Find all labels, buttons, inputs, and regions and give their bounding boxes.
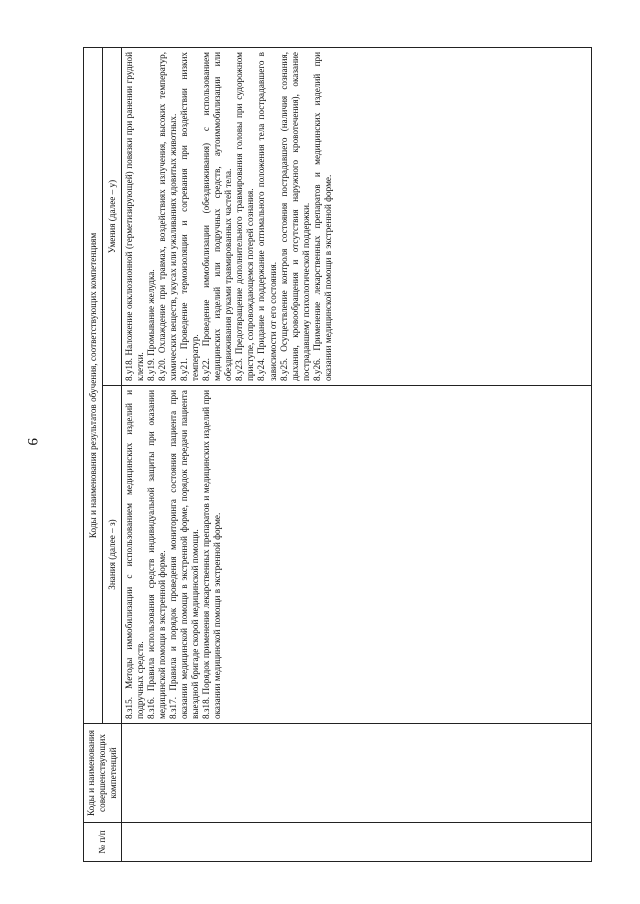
knowledge-item: 8.з15. Методы иммобилизации с использованием медицинских изделий и подручных средств. xyxy=(124,390,146,719)
knowledge-item: 8.з17. Правила и порядок проведения мониторинга состояния пациента при оказании медицинской помощи в экстренной форме, порядок передачи пациента выездной бригаде скорой медицинской помощи. xyxy=(168,390,201,719)
skills-cell xyxy=(122,48,592,386)
header-codes: Коды и наименования совершенствующих компетенций xyxy=(84,724,122,823)
rotated-table-area xyxy=(83,47,623,862)
header-results: Коды и наименования результатов обучения, соответствующих компетенциям xyxy=(84,48,103,724)
header-knowledge: Знания (далее – з) xyxy=(103,386,122,724)
knowledge-cell xyxy=(122,386,592,724)
skill-item: 8.у24. Придание и поддержание оптимального положения тела пострадавшего в зависимости от его состояния. xyxy=(256,52,278,381)
skill-item: 8.у20. Охлаждение при травмах, воздействиях излучения, высоких температур, химических веществ, укусах или ужаливаниях ядовитых животных. xyxy=(157,52,179,381)
competencies-table xyxy=(83,47,592,862)
header-skills: Умения (далее – у) xyxy=(103,48,122,386)
skill-item: 8.у19. Промывание желудка. xyxy=(146,269,157,381)
page-number: 9 xyxy=(24,438,40,446)
knowledge-item: 8.з16. Правила использования средств индивидуальной защиты при оказании медицинской помощи в экстренной форме. xyxy=(146,390,168,719)
skill-item: 8.у22. Проведение иммобилизации (обездвиживания) с использованием медицинских изделий или подручных средств, аутоиммобилизации или обездвиживания руками травмированных частей тела. xyxy=(201,52,234,381)
cell-number-empty xyxy=(122,823,592,862)
knowledge-item: 8.з18. Порядок применения лекарственных препаратов и медицинских изделий при оказании медицинской помощи в экстренной форме. xyxy=(201,390,223,719)
skill-item: 8.у25. Осуществление контроля состояния пострадавшего (наличия сознания, дыхания, кровообращения и отсутствия наружного кровотечения), оказание пострадавшему психологической поддержки. xyxy=(278,52,311,381)
skill-item: 8.у26. Применение лекарственных препаратов и медицинских изделий при оказании медицинской помощи в экстренной форме. xyxy=(311,52,333,381)
skill-item: 8.у18. Наложение окклюзионной (герметизирующей) повязки при ранении грудной клетки. xyxy=(124,52,146,381)
header-number: № п/п xyxy=(84,823,122,862)
skill-item: 8.у23. Предотвращение дополнительного травмирования головы при судорожном приступе, сопровождающемся потерей сознания. xyxy=(234,52,256,381)
skill-item: 8.у21. Проведение термоизоляции и согревания при воздействии низких температур. xyxy=(179,52,201,381)
cell-codes-empty xyxy=(122,724,592,823)
